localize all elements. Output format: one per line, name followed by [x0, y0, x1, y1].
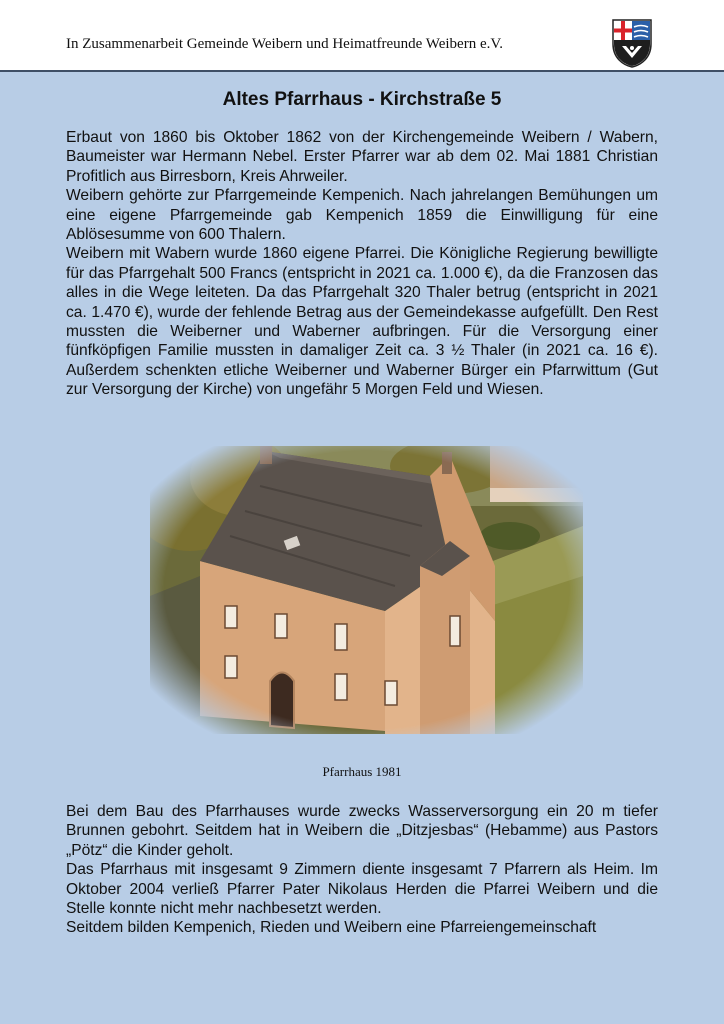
paragraph: Bei dem Bau des Pfarrhauses wurde zwecks Wasserversorgung ein 20 m tiefer Brunnen gebohrt. Seitdem hat in Weibern die „Ditzjesbas“ (Hebamme) aus Pastors „Pötz“ die Kinder geholt.	[66, 803, 658, 859]
paragraph: Das Pfarrhaus mit insgesamt 9 Zimmern diente insgesamt 7 Pfarrern als Heim. Im Oktober 2004 verließ Pfarrer Pater Nikolaus Herden die Pfarrei Weibern und die Stelle konnte nicht mehr nachbesetzt werden.	[66, 861, 658, 918]
paragraph: Weibern mit Wabern wurde 1860 eigene Pfarrei. Die Königliche Regierung bewilligte für das Pfarrgehalt 500 Francs (entspricht in 2021 ca. 1.000 €), da die Franzosen das alles in die Wege leiteten. Da das Pfarrgehalt 320 Thaler betrug (entspricht in 2021 ca. 1.470 €), wurde der fehlende Betrag aus der Gemeindekasse aufgefüllt. Den Rest mussten die Weiberner und Waberner aufbringen. Für die Versorgung einer fünfköpfigen Familie mussten in damaliger Zeit ca. 3 ½ Thaler (in 2021 ca. 16 €). Außerdem schenkten etliche Weiberner und Waberner Bürger ein Pfarrwittum (Gut zur Versorgung der Kirche) von ungefähr 5 Morgen Feld und Wiesen.	[66, 245, 658, 399]
text-block-top	[66, 128, 658, 400]
text-block-bottom	[66, 802, 658, 938]
pfarrhaus-photo	[150, 446, 583, 734]
paragraph: Seitdem bilden Kempenich, Rieden und Weibern eine Pfarreiengemeinschaft	[66, 919, 597, 937]
paragraph: Weibern gehörte zur Pfarrgemeinde Kempenich. Nach jahrelangen Bemühungen um eine eigene Pfarrgemeinde gab Kempenich 1859 die Einwilligung für eine Ablösesumme von 600 Thalern.	[66, 187, 658, 244]
paragraph: Erbaut von 1860 bis Oktober 1862 von der Kirchengemeinde Weibern / Wabern, Baumeister war Hermann Nebel. Erster Pfarrer war ab dem 02. Mai 1881 Christian Profitlich aus Birresborn, Kreis Ahrweiler.	[66, 129, 658, 185]
coat-of-arms-icon	[611, 18, 653, 68]
page-header	[0, 0, 724, 72]
page-title: Altes Pfarrhaus - Kirchstraße 5	[222, 89, 502, 110]
header-text: In Zusammenarbeit Gemeinde Weibern und Heimatfreunde Weibern e.V.	[66, 36, 504, 52]
photo-caption: Pfarrhaus 1981	[322, 764, 402, 779]
